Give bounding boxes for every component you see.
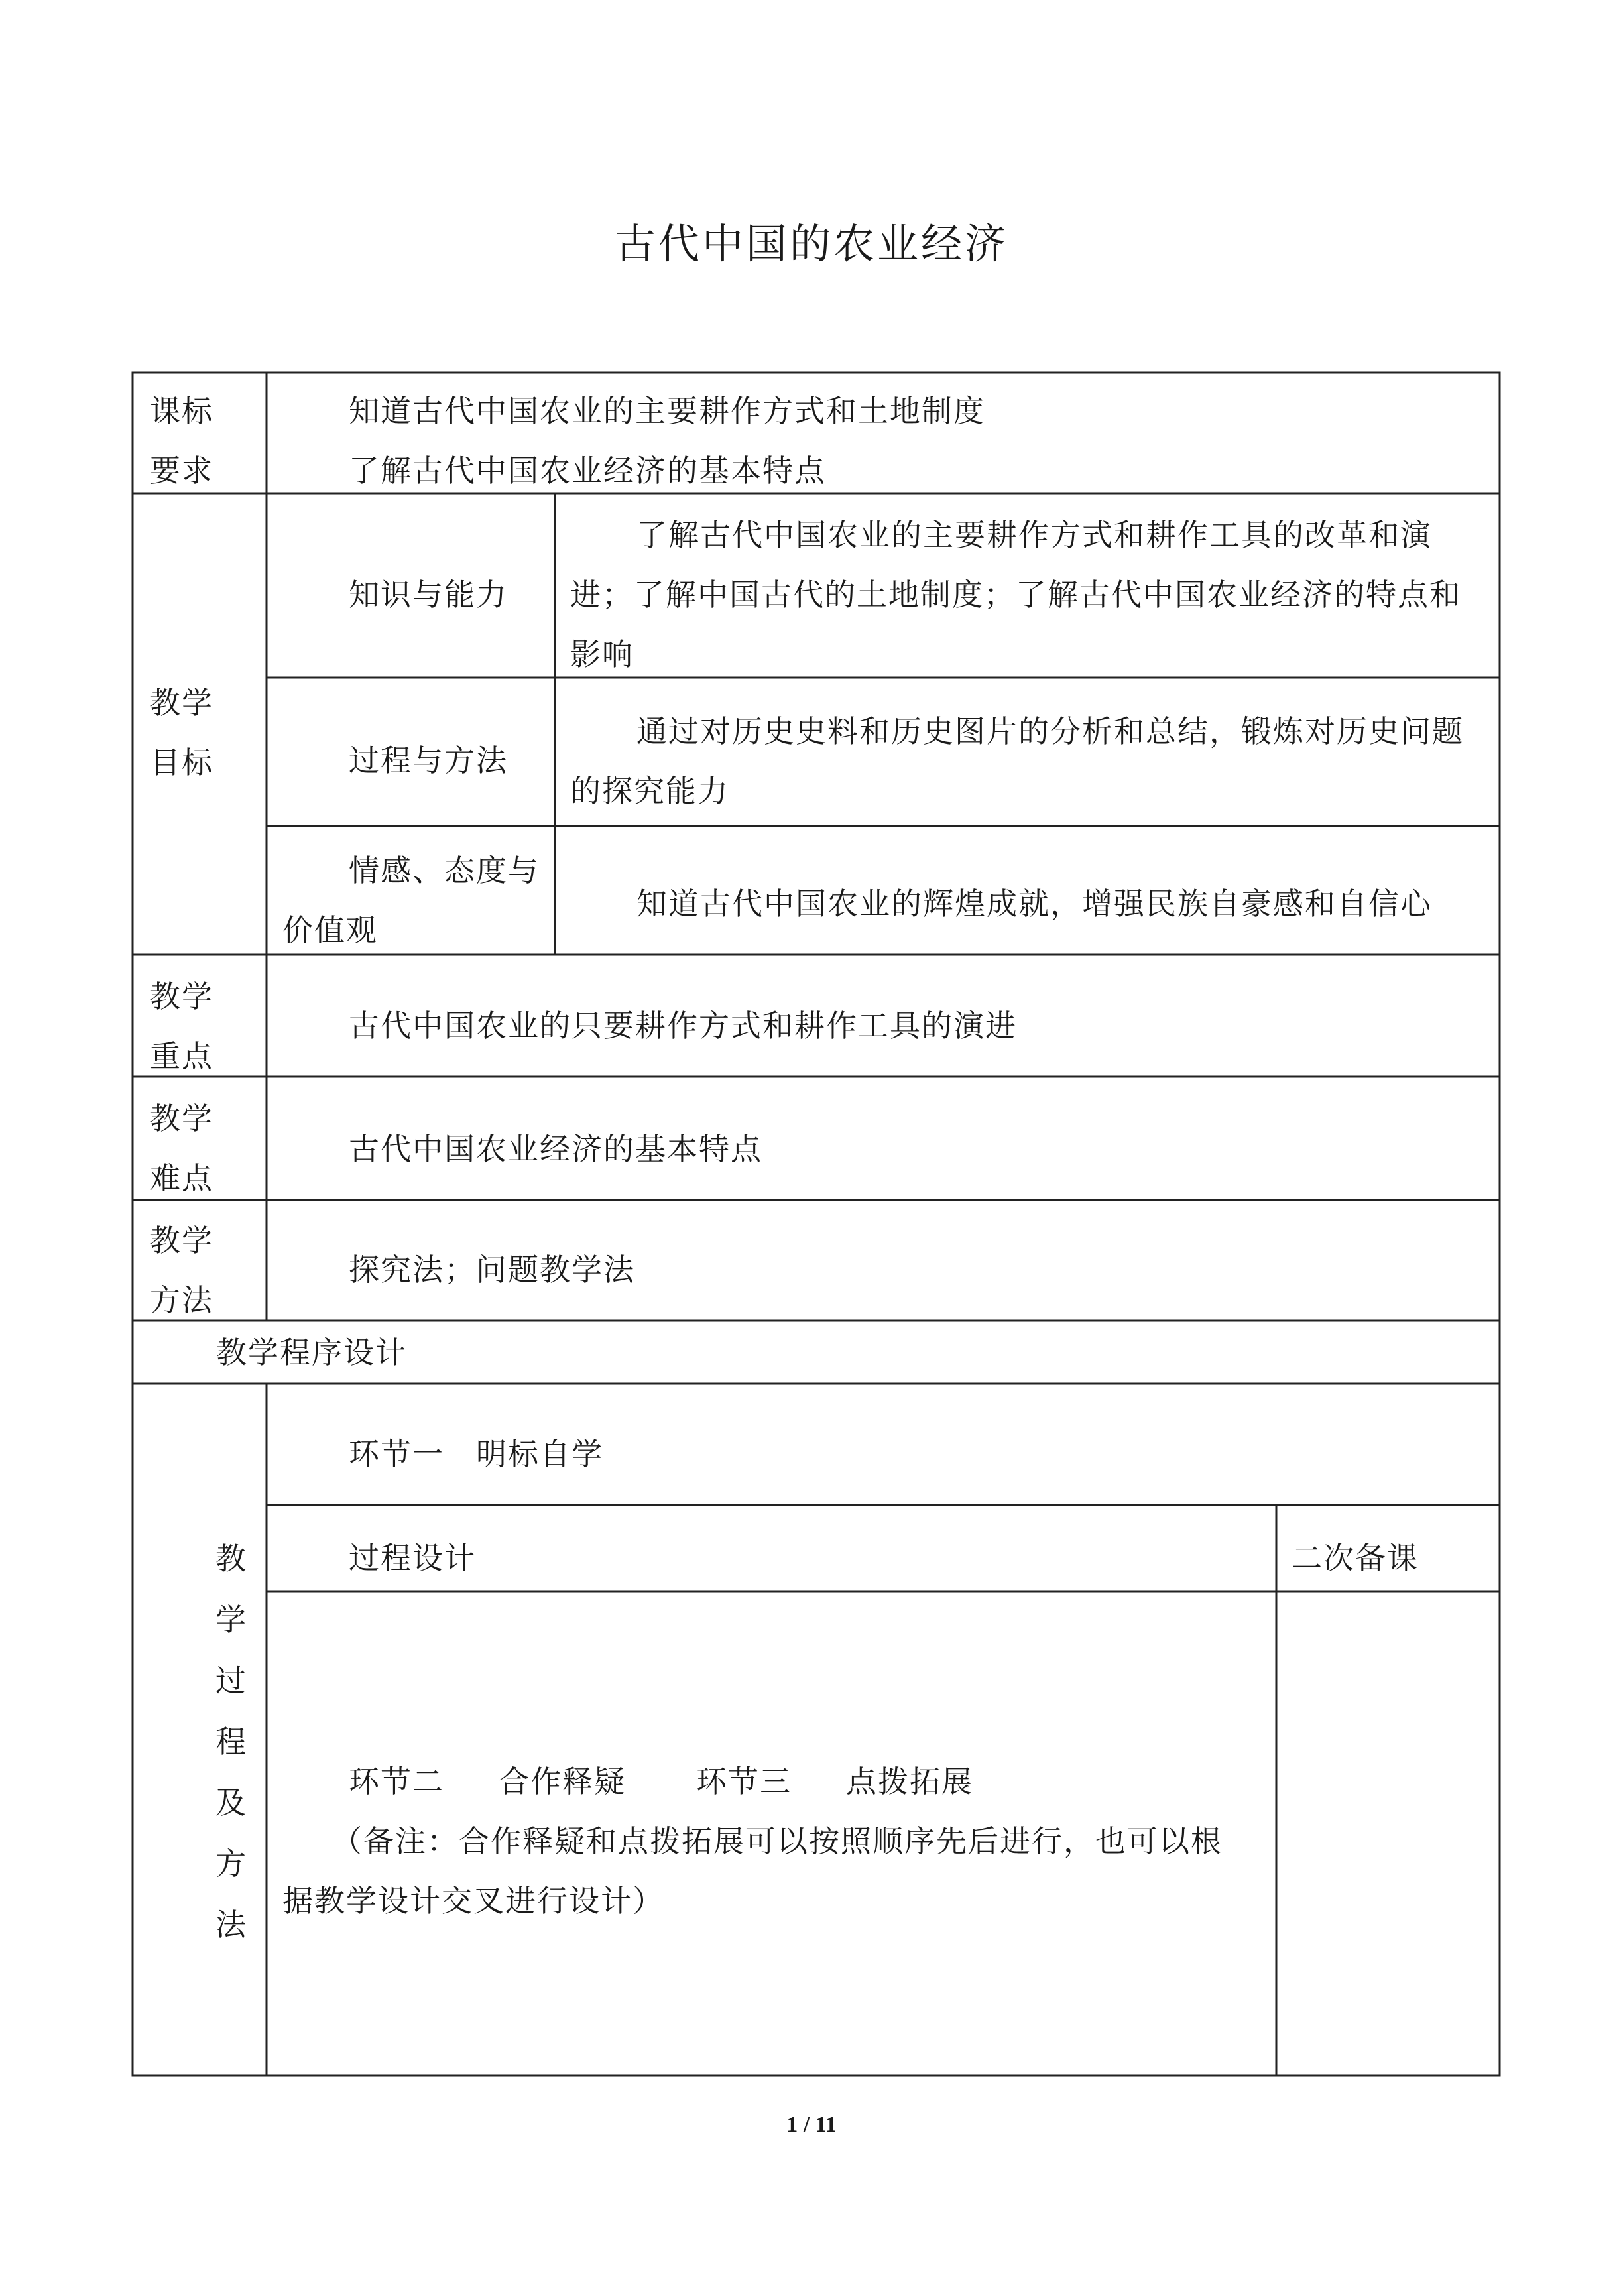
vertical-char: 法 (215, 1907, 246, 1943)
process-method-label: 过程与方法 (349, 743, 508, 778)
vertical-char: 方 (215, 1846, 246, 1882)
emotion-text: 知道古代中国农业的辉煌成就，增强民族自豪感和自信心 (636, 886, 1432, 922)
note-line-1: （备注：合作释疑和点拨拓展可以按照顺序先后进行，也可以根 (331, 1823, 1223, 1859)
vertical-char: 过 (215, 1663, 246, 1699)
vertical-char: 程 (215, 1724, 246, 1760)
step-two-name: 合作释疑 (499, 1764, 626, 1799)
process-method-text-2: 的探究能力 (570, 773, 729, 809)
design-header: 过程设计 (349, 1540, 476, 1576)
knowledge-text-3: 影响 (570, 636, 634, 672)
vertical-char: 及 (215, 1785, 246, 1821)
objectives-label-2: 目标 (150, 745, 213, 780)
process-vertical-label (211, 1528, 251, 1955)
knowledge-text-2: 进；了解中国古代的土地制度；了解古代中国农业经济的特点和 (570, 577, 1461, 613)
emotion-label-1: 情感、态度与 (349, 853, 540, 888)
key-points-label-1: 教学 (150, 979, 213, 1014)
key-points-label-2: 重点 (150, 1038, 213, 1074)
standards-line-2: 了解古代中国农业经济的基本特点 (349, 453, 826, 489)
standards-label-2: 要求 (150, 453, 213, 489)
program-header: 教学程序设计 (216, 1335, 407, 1370)
vertical-char: 教 (215, 1541, 246, 1577)
methods-text: 探究法；问题教学法 (349, 1252, 635, 1288)
difficulties-text: 古代中国农业经济的基本特点 (349, 1131, 762, 1167)
difficulties-label-1: 教学 (150, 1101, 213, 1136)
emotion-label-2: 价值观 (282, 912, 378, 948)
process-method-text-1: 通过对历史史料和历史图片的分析和总结，锻炼对历史问题 (636, 713, 1464, 749)
step-three: 环节三 (696, 1764, 792, 1799)
objectives-label-1: 教学 (150, 685, 213, 721)
second-prep-header: 二次备课 (1292, 1540, 1419, 1576)
vertical-char: 学 (215, 1602, 246, 1638)
standards-label-1: 课标 (150, 393, 213, 429)
knowledge-text-1: 了解古代中国农业的主要耕作方式和耕作工具的改革和演 (636, 517, 1432, 553)
difficulties-label-2: 难点 (150, 1160, 213, 1196)
page-number: 1 / 11 (786, 2112, 837, 2137)
methods-label-2: 方法 (150, 1282, 213, 1318)
step-one: 环节一 明标自学 (349, 1436, 603, 1472)
page-title: 古代中国的农业经济 (614, 219, 1008, 268)
key-points-text: 古代中国农业的只要耕作方式和耕作工具的演进 (349, 1008, 1017, 1044)
knowledge-label: 知识与能力 (349, 577, 508, 613)
step-three-name: 点拨拓展 (846, 1764, 973, 1799)
methods-label-1: 教学 (150, 1223, 213, 1258)
step-two: 环节二 (349, 1764, 444, 1799)
standards-line-1: 知道古代中国农业的主要耕作方式和土地制度 (349, 393, 985, 429)
note-line-2: 据教学设计交叉进行设计） (282, 1883, 664, 1919)
